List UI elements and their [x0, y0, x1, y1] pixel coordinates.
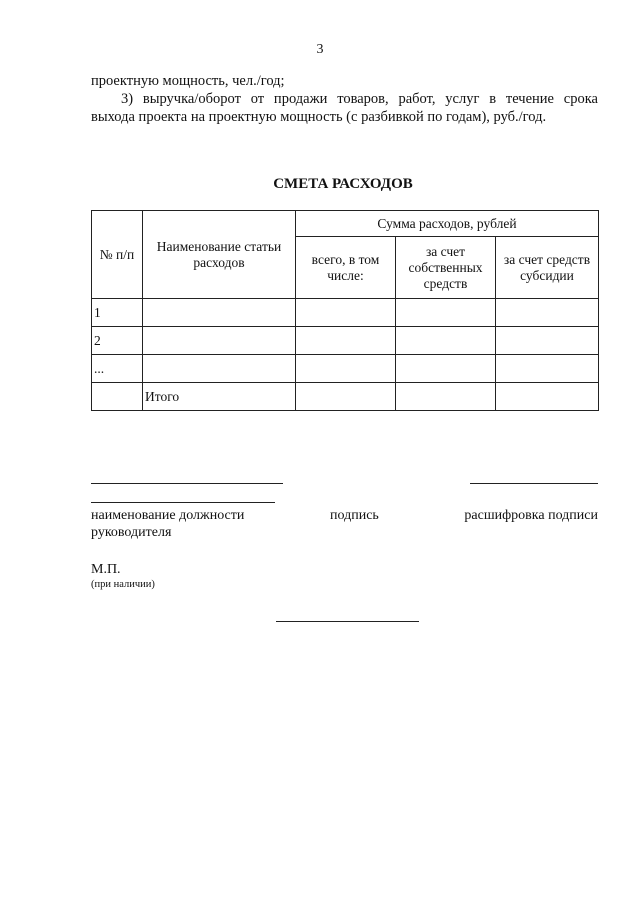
- row-own-cell: [396, 383, 496, 411]
- closing-line: [276, 621, 419, 622]
- table-row: [92, 327, 599, 355]
- row-subsidy-cell: [496, 327, 599, 355]
- row-number: 2: [92, 327, 143, 355]
- row-total-cell: [296, 355, 396, 383]
- estimate-title: СМЕТА РАСХОДОВ: [273, 176, 413, 192]
- row-item-name: [143, 299, 296, 327]
- intro-line-3: выхода проекта на проектную мощность (с разбивкой по годам), руб./год.: [91, 109, 547, 125]
- signature-line-position: [91, 483, 283, 484]
- row-number: 1: [92, 299, 143, 327]
- decode-caption: расшифровка подписи: [464, 508, 598, 523]
- row-own-cell: [396, 355, 496, 383]
- intro-line-2: 3) выручка/оборот от продажи товаров, работ, услуг в течение срока: [121, 91, 598, 107]
- row-item-name: Итого: [143, 383, 296, 411]
- signature-caption: подпись: [330, 508, 379, 523]
- header-subsidy-funds: за счет средств субсидии: [496, 237, 599, 299]
- stamp-note: (при наличии): [91, 579, 155, 590]
- row-subsidy-cell: [496, 299, 599, 327]
- table-row: [92, 299, 599, 327]
- page-number: 3: [316, 42, 324, 57]
- signature-line-position-2: [91, 502, 275, 503]
- position-caption: наименование должности: [91, 508, 245, 523]
- header-own-funds: за счет собственных средств: [396, 237, 496, 299]
- row-number: ...: [92, 355, 143, 383]
- header-total: всего, в том числе:: [296, 237, 396, 299]
- row-total-cell: [296, 299, 396, 327]
- position-caption-2: руководителя: [91, 525, 172, 540]
- row-item-name: [143, 327, 296, 355]
- estimate-table: [91, 210, 599, 411]
- row-subsidy-cell: [496, 355, 599, 383]
- intro-line-1: проектную мощность, чел./год;: [91, 73, 285, 89]
- row-total-cell: [296, 383, 396, 411]
- row-own-cell: [396, 299, 496, 327]
- table-row: [92, 355, 599, 383]
- header-sum: Сумма расходов, рублей: [296, 211, 599, 237]
- signature-line-decode: [470, 483, 598, 484]
- row-own-cell: [396, 327, 496, 355]
- row-subsidy-cell: [496, 383, 599, 411]
- stamp-label: М.П.: [91, 562, 121, 577]
- header-number: № п/п: [92, 211, 143, 299]
- row-number: [92, 383, 143, 411]
- row-item-name: [143, 355, 296, 383]
- table-total-row: [92, 383, 599, 411]
- table-header-row: [92, 211, 599, 237]
- header-item-name: Наименование статьи расходов: [143, 211, 296, 299]
- row-total-cell: [296, 327, 396, 355]
